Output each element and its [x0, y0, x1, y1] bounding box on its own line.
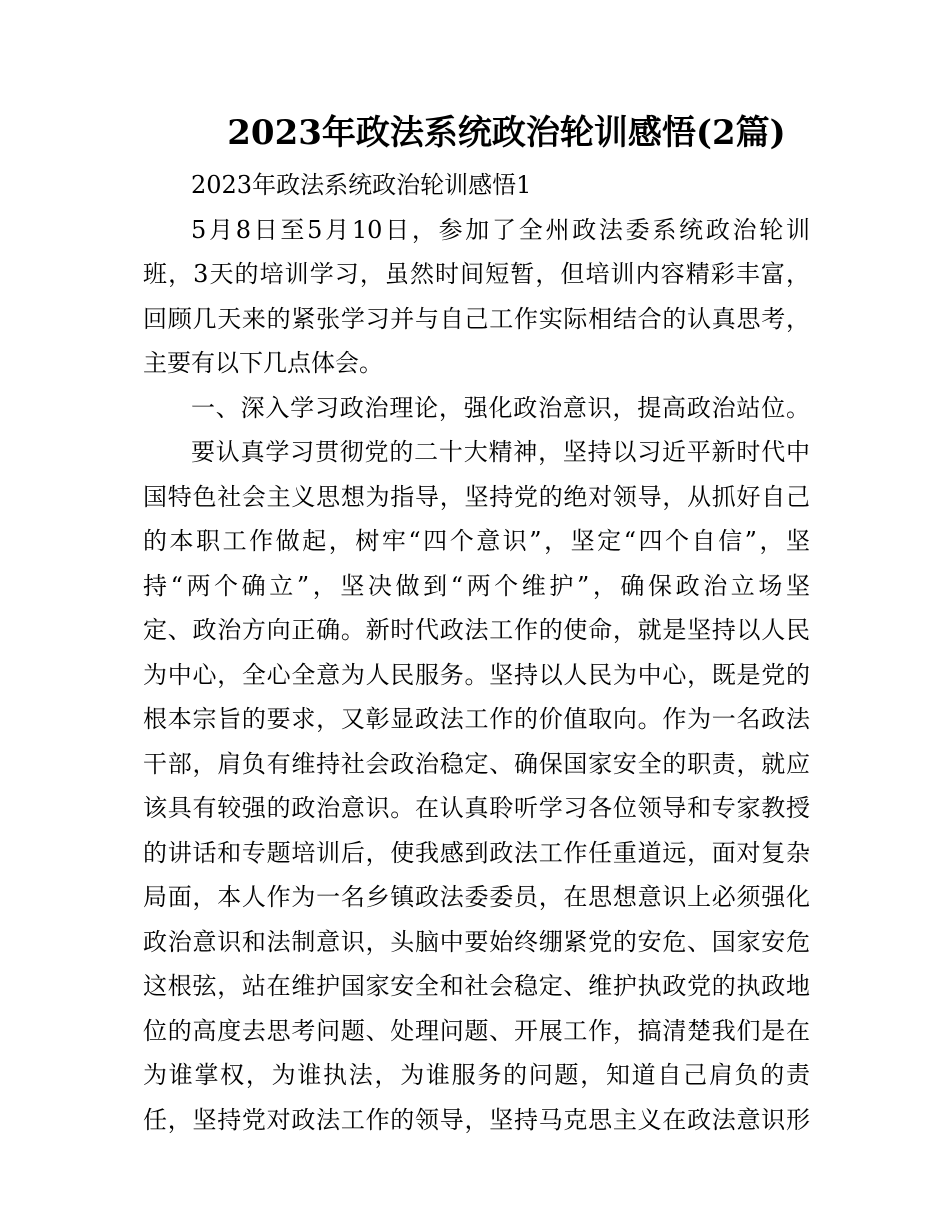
paragraph-line: 要认真学习贯彻党的二十大精神，坚持以习近平新时代中: [191, 438, 810, 466]
paragraph-line: 任，坚持党对政法工作的领导，坚持马克思主义在政法意识形: [143, 1105, 810, 1134]
document-body: [143, 163, 810, 1142]
paragraph-line: 这根弦，站在维护国家安全和社会稳定、维护执政党的执政地: [143, 972, 810, 1000]
paragraph-line: 该具有较强的政治意识。在认真聆听学习各位领导和专家教授: [143, 794, 810, 822]
paragraph-line: 5月8日至5月10日，参加了全州政法委系统政治轮训: [191, 215, 810, 244]
paragraph-line: 班，3天的培训学习，虽然时间短暂，但培训内容精彩丰富，: [143, 260, 810, 288]
paragraph-line: 为谁掌权，为谁执法，为谁服务的问题，知道自己肩负的责: [143, 1061, 810, 1089]
paragraph-line: 根本宗旨的要求，又彰显政法工作的价值取向。作为一名政法: [143, 705, 810, 733]
paragraph-line: 国特色社会主义思想为指导，坚持党的绝对领导，从抓好自己: [143, 482, 810, 511]
paragraph-line: 局面，本人作为一名乡镇政法委委员，在思想意识上必须强化: [143, 883, 810, 911]
section-heading-line: 一、深入学习政治理论，强化政治意识，提高政治站位。: [191, 393, 810, 422]
paragraph-line: 回顾几天来的紧张学习并与自己工作实际相结合的认真思考，: [143, 304, 810, 333]
subtitle-line: 2023年政法系统政治轮训感悟1: [191, 171, 532, 199]
document-title: 2023年政法系统政治轮训感悟(2篇): [227, 113, 786, 153]
paragraph-line: 干部，肩负有维持社会政治稳定、确保国家安全的职责，就应: [143, 749, 810, 778]
paragraph-line: 为中心，全心全意为人民服务。坚持以人民为中心，既是党的: [143, 660, 810, 689]
paragraph-line: 位的高度去思考问题、处理问题、开展工作，搞清楚我们是在: [143, 1016, 810, 1045]
paragraph-line: 主要有以下几点体会。: [143, 349, 383, 377]
paragraph-line: 定、政治方向正确。新时代政法工作的使命，就是坚持以人民: [143, 616, 810, 644]
paragraph-line: 政治意识和法制意识，头脑中要始终绷紧党的安危、国家安危: [143, 927, 810, 956]
paragraph-line: 的讲话和专题培训后，使我感到政法工作任重道远，面对复杂: [143, 838, 810, 867]
paragraph-line: 的本职工作做起，树牢“四个意识”，坚定“四个自信”，坚: [143, 527, 810, 555]
paragraph-line: 持“两个确立”，坚决做到“两个维护”，确保政治立场坚: [143, 571, 810, 600]
